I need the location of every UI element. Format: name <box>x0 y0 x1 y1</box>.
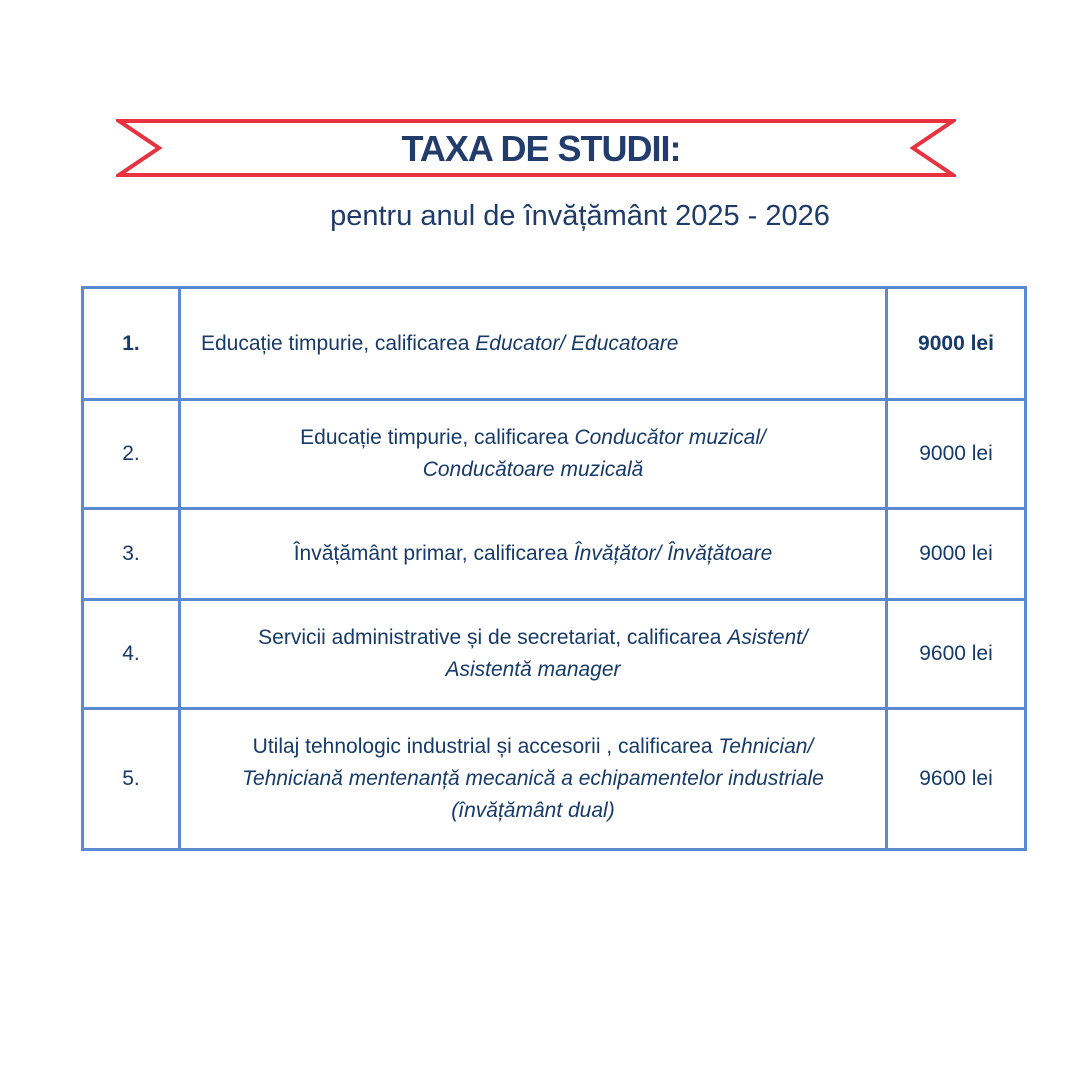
row-number: 5. <box>83 709 180 850</box>
program-description <box>180 709 887 850</box>
row-price: 9600 lei <box>887 709 1026 850</box>
qualification-name-continued: Conducătoare muzicală <box>422 458 644 481</box>
row-number: 4. <box>83 600 180 709</box>
qualification-name-continued: Tehniciană mentenanță mecanică a echipamentelor industriale <box>242 767 824 790</box>
program-description <box>180 400 887 509</box>
row-number: 1. <box>83 288 180 400</box>
title-ribbon <box>116 118 956 178</box>
row-number: 3. <box>83 509 180 600</box>
qualification-name: Educator/ Educatoare <box>475 331 679 355</box>
program-description <box>180 509 887 600</box>
row-number: 2. <box>83 400 180 509</box>
program-name: Utilaj tehnologic industrial și accesorii , calificarea <box>252 735 719 758</box>
row-price: 9600 lei <box>887 600 1026 709</box>
program-description <box>180 600 887 709</box>
program-description <box>180 288 887 400</box>
table-row <box>83 509 1026 600</box>
page-title: TAXA DE STUDII: <box>401 128 681 169</box>
program-mode-note: (învățământ dual) <box>451 799 615 822</box>
table-row <box>83 400 1026 509</box>
table-row <box>83 709 1026 850</box>
row-price: 9000 lei <box>887 288 1026 400</box>
program-name: Învățământ primar, calificarea <box>293 542 574 565</box>
tuition-fee-table <box>81 286 1027 851</box>
program-name: Educație timpurie, calificarea <box>300 426 575 449</box>
program-name: Educație timpurie, calificarea <box>201 331 476 355</box>
table-row <box>83 600 1026 709</box>
row-price: 9000 lei <box>887 400 1026 509</box>
program-name: Servicii administrative și de secretariat, calificarea <box>258 626 728 649</box>
row-price: 9000 lei <box>887 509 1026 600</box>
qualification-name: Conducător muzical/ <box>574 426 766 449</box>
table-row <box>83 288 1026 400</box>
qualification-name: Învățător/ Învățătoare <box>573 542 773 565</box>
page-subtitle: pentru anul de învățământ 2025 - 2026 <box>330 200 830 232</box>
qualification-name: Asistent/ <box>727 626 808 649</box>
qualification-name-continued: Asistentă manager <box>445 658 621 681</box>
qualification-name: Tehnician/ <box>718 735 814 758</box>
